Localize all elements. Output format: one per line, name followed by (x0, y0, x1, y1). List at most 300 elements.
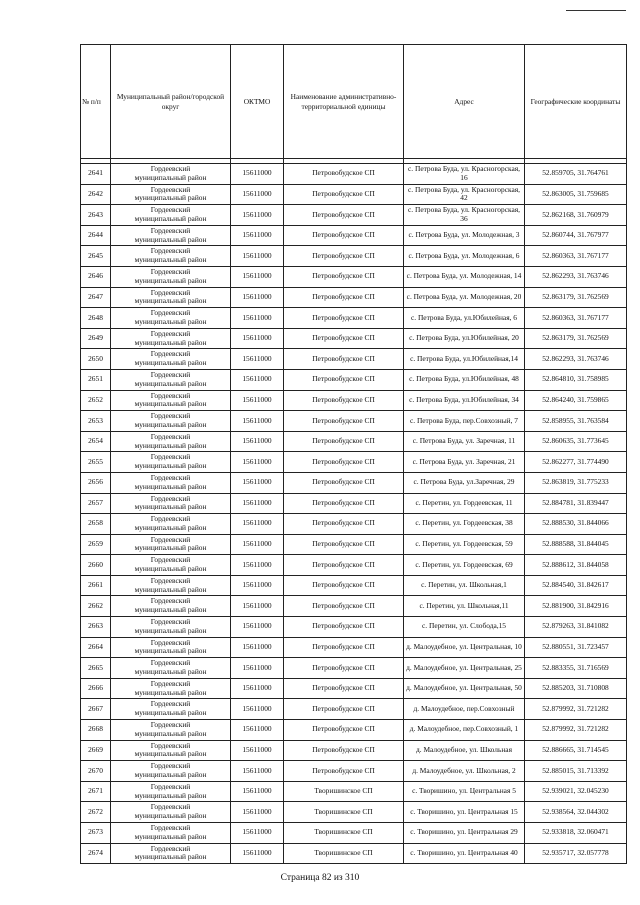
oktmo-cell (231, 308, 284, 329)
address-cell (404, 575, 525, 596)
coords-text: 52.888588, 31.844045 (542, 539, 609, 549)
coords-cell (525, 575, 627, 596)
coords-cell (525, 411, 627, 432)
table-row (81, 514, 627, 535)
coords-text: 52.939021, 32.045230 (542, 786, 609, 796)
coords-text: 52.879992, 31.721282 (542, 724, 609, 734)
district-cell (111, 472, 231, 493)
coords-text: 52.888530, 31.844066 (542, 518, 609, 528)
oktmo-text: 15611000 (242, 559, 272, 569)
row-number-cell (81, 472, 111, 493)
coords-text: 52.885015, 31.713392 (542, 765, 609, 775)
coords-text: 52.864240, 31.759865 (542, 394, 609, 404)
address-cell (404, 740, 525, 761)
district-cell (111, 514, 231, 535)
unit-text: Петровобудское СП (312, 230, 375, 240)
table-header-row (81, 45, 627, 159)
district-text: Гордеевский (150, 740, 191, 750)
table-row (81, 266, 627, 287)
row-number-cell (81, 596, 111, 617)
table-row (81, 781, 627, 802)
district-text: муниципальный район (134, 193, 207, 203)
coords-text: 52.860744, 31.767977 (542, 230, 609, 240)
address-text: с. Петрова Буда, ул. Молодежная, 14 (406, 271, 522, 281)
header-coords: Географические координаты (525, 45, 627, 159)
oktmo-cell (231, 514, 284, 535)
oktmo-text: 15611000 (242, 168, 272, 178)
district-cell (111, 328, 231, 349)
row-number-text: 2647 (88, 291, 103, 301)
oktmo-cell (231, 452, 284, 473)
district-cell (111, 843, 231, 864)
coords-cell (525, 390, 627, 411)
oktmo-text: 15611000 (242, 786, 272, 796)
oktmo-cell (231, 493, 284, 514)
unit-cell (284, 761, 404, 782)
row-number-text: 2657 (88, 497, 103, 507)
district-text: муниципальный район (134, 522, 207, 532)
district-text: муниципальный район (134, 399, 207, 409)
coords-cell (525, 349, 627, 370)
oktmo-cell (231, 637, 284, 658)
unit-cell (284, 534, 404, 555)
unit-text: Петровобудское СП (312, 765, 375, 775)
coords-cell (525, 596, 627, 617)
address-cell (404, 534, 525, 555)
coords-cell (525, 555, 627, 576)
table-row (81, 802, 627, 823)
unit-text: Петровобудское СП (312, 374, 375, 384)
coords-text: 52.860363, 31.767177 (542, 312, 609, 322)
row-number-cell (81, 431, 111, 452)
address-cell (404, 678, 525, 699)
coords-text: 52.884781, 31.839447 (542, 497, 609, 507)
district-text: Гордеевский (150, 617, 191, 627)
table-row (81, 699, 627, 720)
oktmo-text: 15611000 (242, 847, 272, 857)
table-row (81, 740, 627, 761)
coords-cell (525, 658, 627, 679)
unit-text: Петровобудское СП (312, 394, 375, 404)
address-cell (404, 452, 525, 473)
district-text: муниципальный район (134, 255, 207, 265)
row-number-cell (81, 452, 111, 473)
address-cell (404, 699, 525, 720)
unit-text: Петровобудское СП (312, 559, 375, 569)
oktmo-cell (231, 534, 284, 555)
district-cell (111, 369, 231, 390)
row-number-text: 2660 (88, 559, 103, 569)
row-number-cell (81, 761, 111, 782)
coords-text: 52.862168, 31.760979 (542, 209, 609, 219)
address-cell (404, 658, 525, 679)
oktmo-text: 15611000 (242, 394, 272, 404)
oktmo-text: 15611000 (242, 745, 272, 755)
row-number-text: 2646 (88, 271, 103, 281)
district-cell (111, 287, 231, 308)
address-cell (404, 184, 525, 205)
district-text: муниципальный район (134, 275, 207, 285)
district-text: Гордеевский (150, 184, 191, 194)
table-row (81, 617, 627, 638)
district-text: Гордеевский (150, 205, 191, 215)
district-cell (111, 164, 231, 185)
row-number-cell (81, 740, 111, 761)
row-number-cell (81, 184, 111, 205)
district-cell (111, 308, 231, 329)
district-text: муниципальный район (134, 605, 207, 615)
address-text: с. Творишино, ул. Центральная 40 (410, 847, 518, 857)
address-cell (404, 287, 525, 308)
district-cell (111, 555, 231, 576)
coords-cell (525, 472, 627, 493)
row-number-cell (81, 493, 111, 514)
unit-cell (284, 225, 404, 246)
oktmo-text: 15611000 (242, 600, 272, 610)
address-text: с. Петрова Буда, ул.Юбилейная, 48 (409, 374, 519, 384)
oktmo-cell (231, 823, 284, 844)
unit-text: Творишинское СП (314, 806, 373, 816)
table-row (81, 678, 627, 699)
district-text: Гордеевский (150, 802, 191, 812)
district-text: Гордеевский (150, 308, 191, 318)
address-text: с. Петрова Буда, ул. Молодежная, 3 (408, 230, 520, 240)
oktmo-cell (231, 781, 284, 802)
table-row (81, 411, 627, 432)
coords-text: 52.862293, 31.763746 (542, 353, 609, 363)
row-number-text: 2664 (88, 642, 103, 652)
district-text: муниципальный район (134, 770, 207, 780)
coords-text: 52.884540, 31.842617 (542, 580, 609, 590)
row-number-text: 2663 (88, 621, 103, 631)
district-text: Гордеевский (150, 637, 191, 647)
coords-text: 52.933818, 32.060471 (542, 827, 609, 837)
district-text: муниципальный район (134, 646, 207, 656)
table-row (81, 823, 627, 844)
table-row (81, 555, 627, 576)
row-number-text: 2655 (88, 456, 103, 466)
address-text: с. Перетин, ул. Школьная,11 (419, 600, 509, 610)
district-text: Гордеевский (150, 349, 191, 359)
coords-cell (525, 823, 627, 844)
coords-cell (525, 493, 627, 514)
district-text: Гордеевский (150, 287, 191, 297)
unit-cell (284, 308, 404, 329)
unit-cell (284, 575, 404, 596)
row-number-text: 2659 (88, 539, 103, 549)
page-number: Страница 82 из 310 (280, 873, 360, 883)
row-number-text: 2643 (88, 209, 103, 219)
coords-cell (525, 308, 627, 329)
row-number-cell (81, 328, 111, 349)
district-text: Гордеевский (150, 493, 191, 503)
address-text: с. Перетин, ул. Гордеевская, 69 (415, 559, 513, 569)
oktmo-text: 15611000 (242, 703, 272, 713)
address-cell (404, 493, 525, 514)
district-text: муниципальный район (134, 481, 207, 491)
district-text: муниципальный район (134, 625, 207, 635)
district-cell (111, 761, 231, 782)
address-text: с. Петрова Буда, ул. Красногорская, 16 (408, 164, 520, 182)
row-number-text: 2673 (88, 827, 103, 837)
district-cell (111, 802, 231, 823)
district-text: муниципальный район (134, 316, 207, 326)
coords-text: 52.863179, 31.762569 (542, 291, 609, 301)
row-number-text: 2670 (88, 765, 103, 775)
table-row (81, 246, 627, 267)
coords-text: 52.863005, 31.759685 (542, 188, 609, 198)
address-text: с. Петрова Буда, ул.Юбилейная, 20 (409, 333, 519, 343)
address-cell (404, 246, 525, 267)
unit-cell (284, 596, 404, 617)
coords-text: 52.862293, 31.763746 (542, 271, 609, 281)
coords-cell (525, 369, 627, 390)
unit-cell (284, 514, 404, 535)
row-number-cell (81, 308, 111, 329)
district-text: муниципальный район (134, 419, 207, 429)
district-text: муниципальный район (134, 728, 207, 738)
district-text: Гордеевский (150, 164, 191, 173)
coords-text: 52.879263, 31.841082 (542, 621, 609, 631)
oktmo-cell (231, 205, 284, 226)
address-cell (404, 514, 525, 535)
district-text: Гордеевский (150, 266, 191, 276)
district-cell (111, 658, 231, 679)
address-cell (404, 720, 525, 741)
district-text: муниципальный район (134, 378, 207, 388)
unit-cell (284, 452, 404, 473)
row-number-cell (81, 555, 111, 576)
district-text: муниципальный район (134, 358, 207, 368)
row-number-text: 2666 (88, 683, 103, 693)
row-number-text: 2649 (88, 333, 103, 343)
table-row (81, 369, 627, 390)
address-text: с. Петрова Буда, пер.Совхозный, 7 (409, 415, 519, 425)
address-cell (404, 205, 525, 226)
row-number-cell (81, 843, 111, 864)
district-cell (111, 349, 231, 370)
oktmo-cell (231, 328, 284, 349)
address-cell (404, 596, 525, 617)
district-text: муниципальный район (134, 667, 207, 677)
district-text: муниципальный район (134, 708, 207, 718)
table-row (81, 184, 627, 205)
district-text: Гордеевский (150, 369, 191, 379)
unit-text: Петровобудское СП (312, 683, 375, 693)
table-row (81, 720, 627, 741)
coords-cell (525, 781, 627, 802)
coords-text: 52.885203, 31.710808 (542, 683, 609, 693)
address-text: с. Петрова Буда, ул.Юбилейная, 34 (409, 394, 519, 404)
oktmo-text: 15611000 (242, 271, 272, 281)
unit-text: Петровобудское СП (312, 415, 375, 425)
oktmo-cell (231, 390, 284, 411)
coords-cell (525, 164, 627, 185)
district-cell (111, 740, 231, 761)
coords-text: 52.858955, 31.763584 (542, 415, 609, 425)
unit-cell (284, 246, 404, 267)
address-text: д. Малоудебное, ул. Центральная, 50 (406, 683, 522, 693)
unit-cell (284, 431, 404, 452)
row-number-cell (81, 802, 111, 823)
coords-text: 52.883355, 31.716569 (542, 662, 609, 672)
row-number-cell (81, 575, 111, 596)
coords-cell (525, 740, 627, 761)
coords-cell (525, 266, 627, 287)
district-cell (111, 246, 231, 267)
district-text: Гордеевский (150, 678, 191, 688)
oktmo-cell (231, 740, 284, 761)
district-cell (111, 617, 231, 638)
address-text: с. Перетин, ул. Гордеевская, 11 (415, 497, 513, 507)
address-text: с. Петрова Буда, ул. Красногорская, 36 (408, 205, 520, 223)
row-number-text: 2656 (88, 477, 103, 487)
address-text: с. Творишино, ул. Центральная 5 (412, 786, 516, 796)
unit-cell (284, 699, 404, 720)
district-text: Гордеевский (150, 781, 191, 791)
coords-cell (525, 761, 627, 782)
district-text: муниципальный район (134, 234, 207, 244)
district-text: муниципальный район (134, 852, 207, 862)
row-number-cell (81, 349, 111, 370)
district-text: Гордеевский (150, 596, 191, 606)
oktmo-cell (231, 287, 284, 308)
unit-text: Петровобудское СП (312, 188, 375, 198)
table-row (81, 390, 627, 411)
district-text: муниципальный район (134, 172, 207, 182)
coords-cell (525, 720, 627, 741)
district-text: муниципальный район (134, 584, 207, 594)
coords-cell (525, 287, 627, 308)
oktmo-text: 15611000 (242, 456, 272, 466)
address-cell (404, 823, 525, 844)
address-text: д. Малоудебное, пер.Совхозный (413, 703, 515, 713)
row-number-cell (81, 205, 111, 226)
coords-cell (525, 802, 627, 823)
district-text: Гордеевский (150, 534, 191, 544)
address-cell (404, 225, 525, 246)
oktmo-text: 15611000 (242, 580, 272, 590)
unit-text: Творишинское СП (314, 847, 373, 857)
address-text: с. Перетин, ул. Гордеевская, 59 (415, 539, 513, 549)
unit-text: Петровобудское СП (312, 662, 375, 672)
row-number-text: 2645 (88, 250, 103, 260)
row-number-text: 2671 (88, 786, 103, 796)
row-number-text: 2644 (88, 230, 103, 240)
oktmo-cell (231, 802, 284, 823)
coords-cell (525, 678, 627, 699)
coords-text: 52.863179, 31.762569 (542, 333, 609, 343)
oktmo-cell (231, 575, 284, 596)
address-cell (404, 555, 525, 576)
oktmo-text: 15611000 (242, 477, 272, 487)
unit-text: Петровобудское СП (312, 209, 375, 219)
coords-cell (525, 184, 627, 205)
address-registry-table (80, 44, 627, 864)
address-text: д. Малоудебное, ул. Центральная, 10 (406, 642, 522, 652)
district-cell (111, 575, 231, 596)
coords-cell (525, 514, 627, 535)
unit-text: Петровобудское СП (312, 724, 375, 734)
coords-text: 52.859705, 31.764761 (542, 168, 609, 178)
unit-text: Петровобудское СП (312, 353, 375, 363)
address-cell (404, 164, 525, 185)
row-number-text: 2648 (88, 312, 103, 322)
coords-cell (525, 699, 627, 720)
unit-cell (284, 205, 404, 226)
district-cell (111, 266, 231, 287)
district-cell (111, 637, 231, 658)
district-text: муниципальный район (134, 811, 207, 821)
row-number-text: 2650 (88, 353, 103, 363)
row-number-cell (81, 411, 111, 432)
address-text: с. Петрова Буда, ул. Молодежная, 20 (406, 291, 522, 301)
coords-cell (525, 452, 627, 473)
table-row (81, 431, 627, 452)
table-row (81, 328, 627, 349)
unit-cell (284, 720, 404, 741)
oktmo-text: 15611000 (242, 497, 272, 507)
district-text: Гордеевский (150, 720, 191, 730)
row-number-text: 2674 (88, 847, 103, 857)
district-text: муниципальный район (134, 749, 207, 759)
unit-text: Петровобудское СП (312, 436, 375, 446)
unit-text: Петровобудское СП (312, 580, 375, 590)
table-row (81, 205, 627, 226)
coords-text: 52.880551, 31.723457 (542, 642, 609, 652)
unit-text: Петровобудское СП (312, 168, 375, 178)
district-cell (111, 781, 231, 802)
unit-text: Творишинское СП (314, 827, 373, 837)
district-text: муниципальный район (134, 502, 207, 512)
oktmo-cell (231, 658, 284, 679)
row-number-text: 2667 (88, 703, 103, 713)
row-number-cell (81, 823, 111, 844)
coords-text: 52.879992, 31.721282 (542, 703, 609, 713)
row-number-text: 2662 (88, 600, 103, 610)
table-row (81, 452, 627, 473)
oktmo-text: 15611000 (242, 188, 272, 198)
coords-cell (525, 637, 627, 658)
top-rule (566, 10, 626, 11)
row-number-text: 2651 (88, 374, 103, 384)
address-cell (404, 781, 525, 802)
address-text: с. Перетин, ул. Гордеевская, 38 (415, 518, 513, 528)
district-cell (111, 699, 231, 720)
address-text: с. Перетин, ул. Слобода,15 (422, 621, 506, 631)
oktmo-text: 15611000 (242, 518, 272, 528)
table-row (81, 225, 627, 246)
row-number-text: 2658 (88, 518, 103, 528)
district-text: муниципальный район (134, 213, 207, 223)
district-text: муниципальный район (134, 461, 207, 471)
address-text: с. Петрова Буда, ул. Заречная, 11 (412, 436, 516, 446)
row-number-cell (81, 164, 111, 185)
district-cell (111, 720, 231, 741)
row-number-cell (81, 390, 111, 411)
unit-text: Петровобудское СП (312, 745, 375, 755)
district-cell (111, 431, 231, 452)
district-cell (111, 411, 231, 432)
coords-text: 52.862277, 31.774490 (542, 456, 609, 466)
oktmo-cell (231, 431, 284, 452)
district-text: муниципальный район (134, 543, 207, 553)
district-text: Гордеевский (150, 575, 191, 585)
unit-cell (284, 555, 404, 576)
row-number-text: 2641 (88, 168, 103, 178)
oktmo-cell (231, 617, 284, 638)
address-cell (404, 472, 525, 493)
